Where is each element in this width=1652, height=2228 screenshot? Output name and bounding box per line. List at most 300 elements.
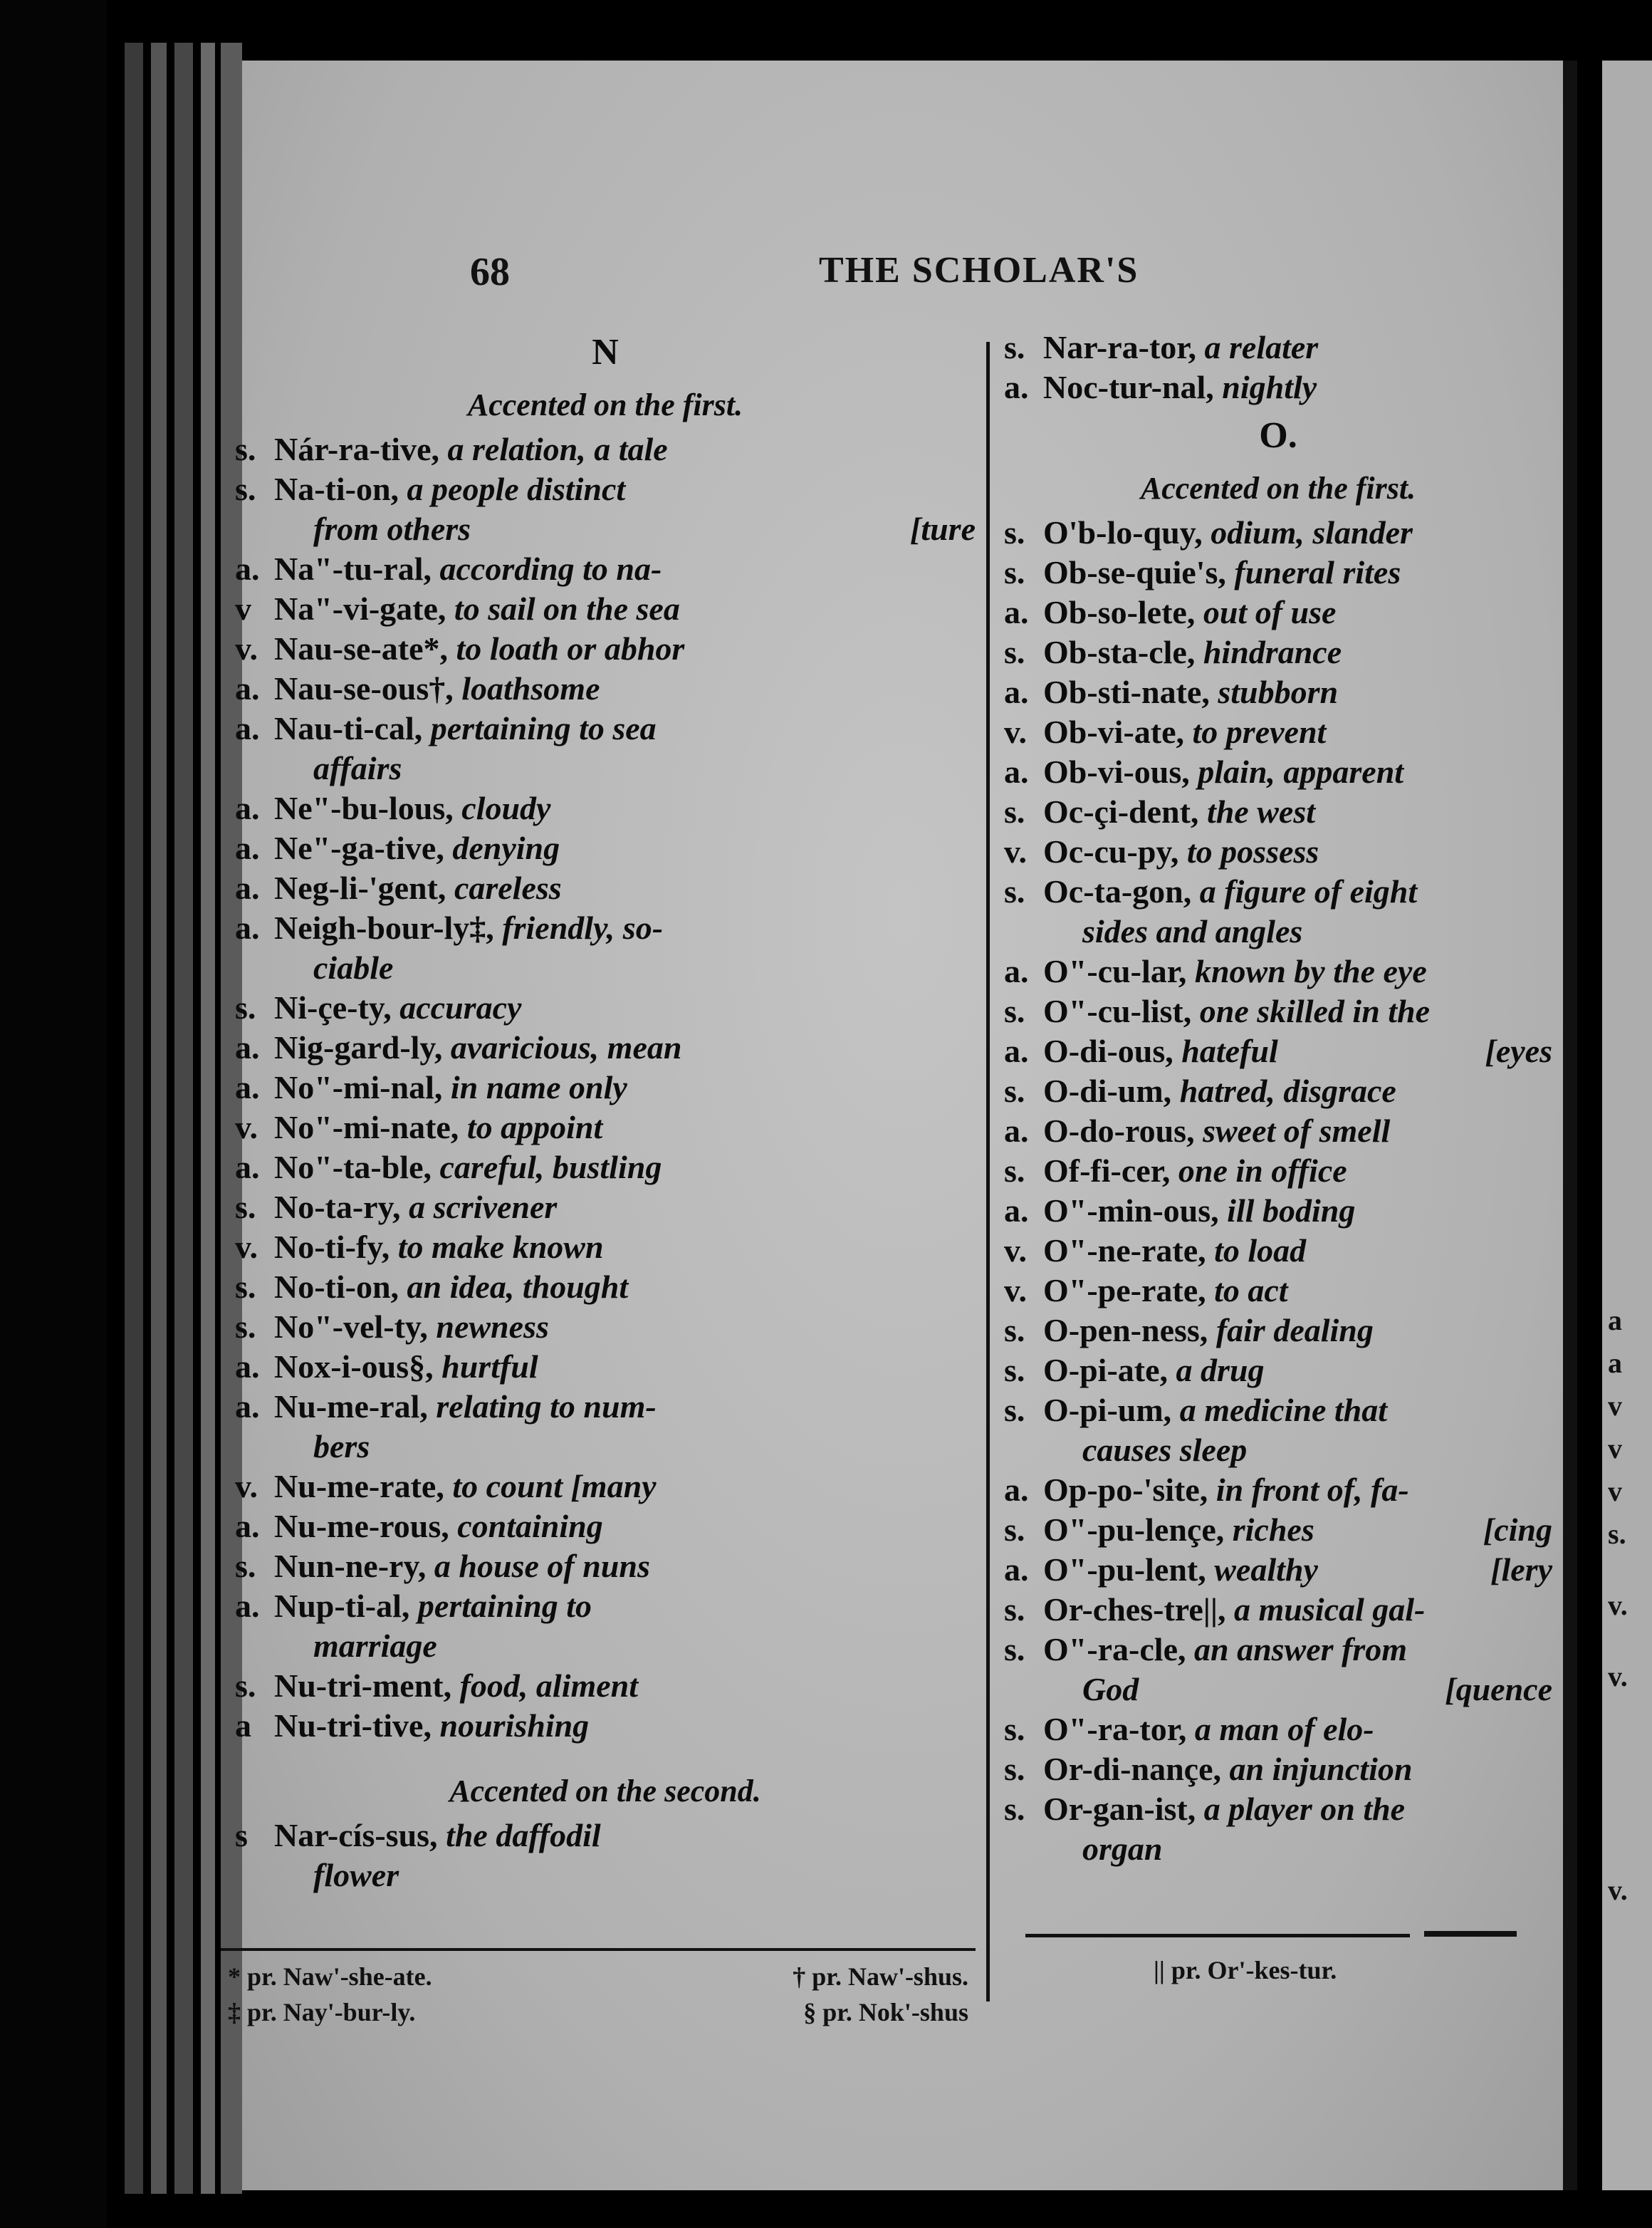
dictionary-entry: [1004, 712, 1552, 752]
definition: in front of, fa-: [1216, 1472, 1409, 1508]
part-of-speech: s.: [1004, 514, 1025, 551]
definition-continuation: [1004, 912, 1552, 952]
part-of-speech: s.: [1004, 1711, 1025, 1747]
footnotes: [228, 1959, 968, 2030]
dictionary-entry: [1004, 328, 1552, 368]
definition: to make known: [397, 1229, 604, 1265]
part-of-speech: a.: [1004, 953, 1029, 989]
definition: containing: [457, 1508, 603, 1544]
part-of-speech: s.: [1004, 634, 1025, 670]
definition-continuation: [235, 1427, 976, 1467]
headword: Na"-vi-gate,: [274, 590, 454, 627]
headword: O-pi-um,: [1043, 1392, 1180, 1428]
headword: O"-min-ous,: [1043, 1192, 1228, 1229]
definition: a player on the: [1203, 1791, 1406, 1827]
facing-page-letter: v: [1608, 1390, 1622, 1422]
headword: Ob-se-quie's,: [1043, 554, 1235, 590]
definition-continuation: [235, 1626, 976, 1666]
part-of-speech: a.: [235, 790, 260, 826]
definition: an idea, thought: [407, 1269, 629, 1305]
overflow-fragment: [lery: [1490, 1551, 1552, 1588]
headword: Op-po-'site,: [1043, 1472, 1216, 1508]
definition: loathsome: [461, 670, 600, 707]
entry-list: [1004, 513, 1552, 1869]
facing-page-letter: v: [1608, 1475, 1622, 1507]
definition: pertaining to: [417, 1588, 592, 1624]
part-of-speech: a.: [235, 1069, 260, 1105]
definition: a relater: [1204, 329, 1319, 365]
definition: wealthy: [1214, 1551, 1318, 1588]
part-of-speech: s.: [1004, 1352, 1025, 1388]
headword: O-di-ous,: [1043, 1033, 1182, 1069]
part-of-speech: s.: [235, 1548, 256, 1584]
facing-page-letter: v.: [1608, 1874, 1628, 1906]
dictionary-entry: [1004, 792, 1552, 832]
dictionary-entry: [1004, 832, 1552, 872]
dictionary-entry: [1004, 1111, 1552, 1151]
part-of-speech: s.: [235, 431, 256, 467]
dictionary-entry: [1004, 593, 1552, 633]
definition: to loath or abhor: [456, 630, 685, 667]
dictionary-entry: [1004, 1749, 1552, 1789]
dictionary-entry: [235, 1546, 976, 1586]
part-of-speech: s: [235, 1817, 248, 1853]
definition: riches: [1232, 1511, 1314, 1548]
dictionary-entry: [1004, 1271, 1552, 1311]
headword: No-ta-ry,: [274, 1189, 409, 1225]
definition: accuracy: [399, 989, 522, 1026]
definition: one skilled in the: [1199, 993, 1431, 1029]
footnote-row: [228, 1959, 968, 1994]
headword: No-ti-fy,: [274, 1229, 398, 1265]
page-number: 68: [470, 250, 510, 294]
continuation-text: affairs: [313, 750, 402, 786]
dictionary-entry: [1004, 1630, 1552, 1709]
dictionary-entry: [235, 709, 976, 788]
dictionary-entry: [235, 1666, 976, 1706]
dictionary-entry: [1004, 1311, 1552, 1350]
part-of-speech: s.: [1004, 1152, 1025, 1189]
dictionary-entry: [235, 1187, 976, 1227]
facing-page-letter: v: [1608, 1432, 1622, 1464]
part-of-speech: a: [235, 1707, 251, 1744]
definition: hurtful: [441, 1348, 538, 1385]
definition-continuation: [235, 749, 976, 788]
dictionary-entry: [235, 1227, 976, 1267]
headword: No-ti-on,: [274, 1269, 407, 1305]
continuation-text: organ: [1082, 1831, 1163, 1867]
entry-list-2: [235, 1816, 976, 1895]
definition: relating to num-: [436, 1388, 657, 1425]
headword: Nup-ti-al,: [274, 1588, 418, 1624]
part-of-speech: a.: [235, 1588, 260, 1624]
continuation-text: flower: [313, 1857, 399, 1893]
page-edge-strip: [151, 43, 167, 2194]
headword: Nu-me-rate,: [274, 1468, 453, 1504]
page-edge-strip: [174, 43, 193, 2194]
dictionary-entry: [235, 469, 976, 549]
definition: sweet of smell: [1203, 1113, 1391, 1149]
part-of-speech: s.: [1004, 793, 1025, 830]
dictionary-entry: [1004, 1350, 1552, 1390]
definition: a figure of eight: [1199, 873, 1418, 910]
footnote-rule: [1025, 1934, 1410, 1937]
definition: to appoint: [466, 1109, 603, 1145]
dictionary-entry: [1004, 1470, 1552, 1510]
dictionary-entry: [1004, 1550, 1552, 1590]
part-of-speech: a.: [235, 1508, 260, 1544]
dictionary-entry: [235, 1147, 976, 1187]
facing-page-letter: a: [1608, 1304, 1622, 1336]
dictionary-entry: [1004, 1071, 1552, 1111]
headword: Nar-cís-sus,: [274, 1817, 446, 1853]
dictionary-entry: [235, 1816, 976, 1895]
definition: the daffodil: [446, 1817, 601, 1853]
facing-page-letter: v.: [1608, 1589, 1628, 1621]
definition: odium, slander: [1211, 514, 1413, 551]
footnote: † pr. Naw'-shus.: [793, 1962, 968, 1991]
part-of-speech: s.: [1004, 1591, 1025, 1628]
dictionary-entry: [1004, 872, 1552, 952]
part-of-speech: s.: [1004, 554, 1025, 590]
section-letter: O.: [1259, 415, 1297, 456]
part-of-speech: v.: [235, 1109, 258, 1145]
dictionary-entry: [235, 828, 976, 868]
part-of-speech: a.: [1004, 674, 1029, 710]
definition: a house of nuns: [434, 1548, 650, 1584]
footnote: ‡ pr. Nay'-bur-ly.: [228, 1998, 416, 2026]
definition: denying: [452, 830, 560, 866]
dictionary-entry: [235, 1108, 976, 1147]
dictionary-entry: [235, 589, 976, 629]
part-of-speech: a.: [235, 910, 260, 946]
definition: an answer from: [1194, 1631, 1408, 1667]
part-of-speech: a.: [235, 870, 260, 906]
part-of-speech: s.: [1004, 1631, 1025, 1667]
dictionary-entry: [1004, 752, 1552, 792]
continuation-text: marriage: [313, 1628, 437, 1664]
headword: Nun-ne-ry,: [274, 1548, 434, 1584]
part-of-speech: v.: [1004, 833, 1027, 870]
headword: Oc-ta-gon,: [1043, 873, 1200, 910]
facing-page-letter: a: [1608, 1347, 1622, 1379]
dictionary-entry: [235, 549, 976, 589]
dictionary-entry: [1004, 1709, 1552, 1749]
headword: Neigh-bour-ly‡,: [274, 910, 503, 946]
continuation-text: sides and angles: [1082, 913, 1303, 949]
dictionary-entry: [1004, 952, 1552, 991]
part-of-speech: a.: [1004, 1472, 1029, 1508]
part-of-speech: a.: [235, 1029, 260, 1066]
dictionary-entry: [1004, 1191, 1552, 1231]
part-of-speech: v.: [1004, 1232, 1027, 1269]
continuation-text: God: [1082, 1671, 1139, 1707]
dictionary-entry: [235, 1506, 976, 1546]
part-of-speech: v.: [235, 1468, 258, 1504]
part-of-speech: a.: [235, 710, 260, 746]
dictionary-entry: [235, 1387, 976, 1467]
headword: O"-pu-lent,: [1043, 1551, 1215, 1588]
definition: a drug: [1176, 1352, 1265, 1388]
headword: O"-pu-lençe,: [1043, 1511, 1233, 1548]
headword: Ob-so-lete,: [1043, 594, 1203, 630]
page-shadow: [1563, 61, 1577, 2190]
dictionary-entry: [1004, 513, 1552, 553]
definition: to possess: [1186, 833, 1319, 870]
headword: Nu-tri-tive,: [274, 1707, 440, 1744]
dictionary-entry: [235, 908, 976, 988]
definition: a relation, a tale: [447, 431, 668, 467]
definition: known by the eye: [1194, 953, 1427, 989]
continuation-text: from others: [313, 511, 471, 547]
headword: Nu-me-ral,: [274, 1388, 436, 1425]
headword: Ob-vi-ous,: [1043, 754, 1198, 790]
entry-list: [235, 430, 976, 1746]
headword: Oc-cu-py,: [1043, 833, 1187, 870]
dictionary-entry: [235, 1586, 976, 1666]
headword: Of-fi-cer,: [1043, 1152, 1178, 1189]
headword: O"-ne-rate,: [1043, 1232, 1215, 1269]
spacer: [235, 1746, 976, 1767]
definition-continuation: [235, 948, 976, 988]
section-heading-2: Accented on the second.: [449, 1774, 761, 1808]
headword: Ne"-bu-lous,: [274, 790, 462, 826]
dictionary-entry: [235, 1028, 976, 1068]
definition: pertaining to sea: [430, 710, 657, 746]
part-of-speech: a.: [235, 551, 260, 587]
part-of-speech: s.: [235, 471, 256, 507]
part-of-speech: s.: [235, 1269, 256, 1305]
page-edge-strip: [125, 43, 143, 2194]
headword: O-do-rous,: [1043, 1113, 1203, 1149]
footnote: § pr. Nok'-shus: [803, 1998, 968, 2026]
headword: Nu-tri-ment,: [274, 1667, 460, 1704]
part-of-speech: v.: [1004, 714, 1027, 750]
headword: Ob-sti-nate,: [1043, 674, 1218, 710]
definition-continuation: [1004, 1670, 1552, 1709]
left-column: [235, 324, 976, 1895]
headword: Nig-gard-ly,: [274, 1029, 451, 1066]
definition: cloudy: [461, 790, 551, 826]
definition: ill boding: [1227, 1192, 1356, 1229]
overflow-fragment: [cing: [1483, 1511, 1552, 1548]
dictionary-entry: [235, 1267, 976, 1307]
definition: to count [many: [452, 1468, 657, 1504]
dictionary-entry: [1004, 1031, 1552, 1071]
footnote-rule: [221, 1948, 976, 1951]
continuation-text: causes sleep: [1082, 1432, 1248, 1468]
definition: fair dealing: [1216, 1312, 1374, 1348]
part-of-speech: s.: [1004, 329, 1025, 365]
headword: Nar-ra-tor,: [1043, 329, 1205, 365]
definition: careless: [454, 870, 562, 906]
definition: a man of elo-: [1194, 1711, 1374, 1747]
headword: Nau-ti-cal,: [274, 710, 431, 746]
headword: O"-ra-cle,: [1043, 1631, 1194, 1667]
headword: Nox-i-ous§,: [274, 1348, 442, 1385]
part-of-speech: a.: [1004, 1113, 1029, 1149]
headword: O"-cu-lar,: [1043, 953, 1195, 989]
headword: Noc-tur-nal,: [1043, 369, 1223, 405]
dictionary-entry: [235, 1347, 976, 1387]
part-of-speech: s.: [1004, 1392, 1025, 1428]
definition: an injunction: [1229, 1751, 1413, 1787]
part-of-speech: a.: [1004, 754, 1029, 790]
part-of-speech: s.: [235, 989, 256, 1026]
part-of-speech: v.: [1004, 1272, 1027, 1308]
binding-gutter: [0, 0, 107, 2228]
dictionary-entry: [235, 629, 976, 669]
definition: to load: [1214, 1232, 1307, 1269]
dictionary-entry: [235, 868, 976, 908]
headword: Na-ti-on,: [274, 471, 407, 507]
definition: a medicine that: [1179, 1392, 1388, 1428]
headword: Nau-se-ate*,: [274, 630, 456, 667]
headword: Na"-tu-ral,: [274, 551, 440, 587]
definition-continuation: [235, 509, 976, 549]
dictionary-entry: [235, 669, 976, 709]
dictionary-entry: [1004, 1151, 1552, 1191]
definition: funeral rites: [1234, 554, 1401, 590]
dictionary-entry: [1004, 991, 1552, 1031]
dictionary-entry: [235, 988, 976, 1028]
headword: O"-pe-rate,: [1043, 1272, 1215, 1308]
definition: food, aliment: [459, 1667, 639, 1704]
definition: in name only: [450, 1069, 627, 1105]
part-of-speech: a.: [235, 830, 260, 866]
section-letter: N: [592, 332, 619, 373]
definition-continuation: [1004, 1829, 1552, 1869]
headword: Nu-me-rous,: [274, 1508, 458, 1544]
page-edge-strip: [201, 43, 215, 2194]
dictionary-entry: [1004, 553, 1552, 593]
definition: nightly: [1222, 369, 1317, 405]
footnote: * pr. Naw'-she-ate.: [228, 1962, 432, 1991]
column-divider: [986, 342, 990, 2001]
headword: Neg-li-'gent,: [274, 870, 454, 906]
definition: hateful: [1181, 1033, 1278, 1069]
definition: to prevent: [1192, 714, 1327, 750]
overflow-fragment: [eyes: [1485, 1033, 1552, 1069]
part-of-speech: s.: [235, 1308, 256, 1345]
continuation-text: bers: [313, 1428, 370, 1464]
definition: one in office: [1178, 1152, 1347, 1189]
part-of-speech: a.: [235, 1348, 260, 1385]
headword: Oc-çi-dent,: [1043, 793, 1207, 830]
part-of-speech: s.: [1004, 1073, 1025, 1109]
part-of-speech: v.: [235, 1229, 258, 1265]
headword: Ne"-ga-tive,: [274, 830, 453, 866]
overflow-fragment: [quence: [1445, 1671, 1552, 1707]
dictionary-entry: [235, 1307, 976, 1347]
section-heading: Accented on the first.: [467, 387, 743, 422]
headword: O"-ra-tor,: [1043, 1711, 1195, 1747]
footnote-rule: [1424, 1931, 1517, 1937]
part-of-speech: v: [235, 590, 251, 627]
section-heading: Accented on the first.: [1140, 471, 1416, 506]
overflow-fragment: [ture: [910, 511, 976, 547]
headword: O-di-um,: [1043, 1073, 1180, 1109]
definition: the west: [1206, 793, 1315, 830]
part-of-speech: s.: [1004, 873, 1025, 910]
dictionary-entry: [235, 430, 976, 469]
headword: No"-mi-nate,: [274, 1109, 467, 1145]
part-of-speech: a.: [1004, 1033, 1029, 1069]
part-of-speech: s.: [1004, 993, 1025, 1029]
book-page: [228, 61, 1563, 2190]
part-of-speech: a.: [1004, 1192, 1029, 1229]
part-of-speech: s.: [235, 1667, 256, 1704]
headword: Ob-vi-ate,: [1043, 714, 1193, 750]
part-of-speech: a.: [235, 1149, 260, 1185]
headword: O-pi-ate,: [1043, 1352, 1176, 1388]
headword: Or-gan-ist,: [1043, 1791, 1204, 1827]
definition: hatred, disgrace: [1179, 1073, 1396, 1109]
part-of-speech: a.: [1004, 594, 1029, 630]
headword: No"-ta-ble,: [274, 1149, 440, 1185]
part-of-speech: s.: [1004, 1751, 1025, 1787]
part-of-speech: v.: [235, 630, 258, 667]
headword: O"-cu-list,: [1043, 993, 1200, 1029]
page-header: [242, 249, 1563, 299]
part-of-speech: a.: [1004, 1551, 1029, 1588]
part-of-speech: a.: [1004, 369, 1029, 405]
part-of-speech: s.: [1004, 1791, 1025, 1827]
definition: out of use: [1203, 594, 1337, 630]
dictionary-entry: [235, 1706, 976, 1746]
footnote: || pr. Or'-kes-tur.: [1154, 1956, 1337, 1984]
headword: Or-di-nançe,: [1043, 1751, 1230, 1787]
headword: O'b-lo-quy,: [1043, 514, 1211, 551]
part-of-speech: s.: [235, 1189, 256, 1225]
dictionary-entry: [1004, 1231, 1552, 1271]
definition: a musical gal-: [1234, 1591, 1426, 1628]
dictionary-entry: [1004, 633, 1552, 672]
footnote-row: [228, 1994, 968, 2030]
dictionary-entry: [1004, 1390, 1552, 1470]
facing-page-letter: v.: [1608, 1660, 1628, 1692]
headword: Ni-çe-ty,: [274, 989, 400, 1026]
definition: friendly, so-: [502, 910, 664, 946]
dictionary-entry: [235, 1467, 976, 1506]
definition-continuation: [1004, 1430, 1552, 1470]
definition: to sail on the sea: [454, 590, 680, 627]
definition: careful, bustling: [439, 1149, 662, 1185]
facing-page-edge: [1602, 61, 1652, 2190]
continuation-text: ciable: [313, 949, 394, 986]
part-of-speech: s.: [1004, 1511, 1025, 1548]
definition: nourishing: [439, 1707, 590, 1744]
headword: No"-vel-ty,: [274, 1308, 436, 1345]
definition: avaricious, mean: [450, 1029, 682, 1066]
dictionary-entry: [235, 788, 976, 828]
headword: O-pen-ness,: [1043, 1312, 1216, 1348]
dictionary-entry: [235, 1068, 976, 1108]
entry-list-top: [1004, 328, 1552, 407]
headword: Nár-ra-tive,: [274, 431, 448, 467]
dictionary-entry: [1004, 368, 1552, 407]
definition-continuation: [235, 1855, 976, 1895]
part-of-speech: a.: [235, 670, 260, 707]
definition: to act: [1214, 1272, 1288, 1308]
headword: Nau-se-ous†,: [274, 670, 462, 707]
part-of-speech: a.: [235, 1388, 260, 1425]
headword: No"-mi-nal,: [274, 1069, 451, 1105]
right-column: [1004, 328, 1552, 1869]
definition: according to na-: [439, 551, 662, 587]
dictionary-entry: [1004, 1510, 1552, 1550]
definition: stubborn: [1218, 674, 1339, 710]
